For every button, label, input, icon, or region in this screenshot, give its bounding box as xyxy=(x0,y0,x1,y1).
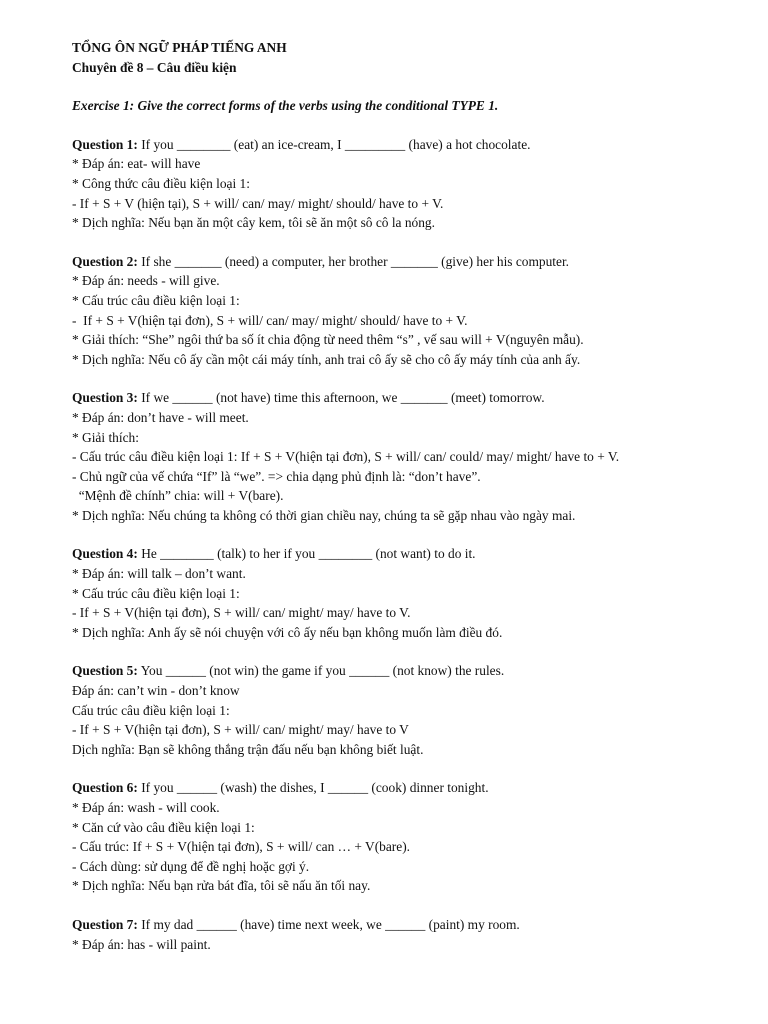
answer-line: * Giải thích: “She” ngôi thứ ba số ít chia động từ need thêm “s” , vế sau will + V(nguyên mẫu). xyxy=(72,332,584,348)
question-prompt xyxy=(72,388,722,408)
answer-line: * Đáp án: don’t have - will meet. xyxy=(72,409,249,425)
answer-line: - If + S + V(hiện tại đơn), S + will/ can/ may/ might/ should/ have to + V. xyxy=(72,312,468,328)
answer-line: - Chủ ngữ của vế chứa “If” là “we”. => chia dạng phủ định là: “don’t have”. xyxy=(72,468,481,484)
question-text: You ______ (not win) the game if you ______ (not know) the rules. xyxy=(137,663,505,679)
question-prompt xyxy=(72,135,722,155)
answer-line: - Cấu trúc câu điều kiện loại 1: If + S + V(hiện tại đơn), S + will/ can/ could/ may/ might/ have to + V. xyxy=(72,449,620,465)
answer-line: * Giải thích: xyxy=(72,429,139,445)
chapter-subtitle: Chuyên đề 8 – Câu điều kiện xyxy=(72,59,237,75)
question-text: If she _______ (need) a computer, her brother _______ (give) her his computer. xyxy=(137,253,570,269)
question-text: If my dad ______ (have) time next week, we ______ (paint) my room. xyxy=(137,916,520,932)
question-prompt xyxy=(72,252,722,272)
answer-line: * Dịch nghĩa: Nếu bạn rửa bát đĩa, tôi sẽ nấu ăn tối nay. xyxy=(72,878,371,894)
answer-line: * Dịch nghĩa: Nếu bạn ăn một cây kem, tôi sẽ ăn một sô cô la nóng. xyxy=(72,215,435,231)
answer-line: * Căn cứ vào câu điều kiện loại 1: xyxy=(72,819,255,835)
answer-line: * Cấu trúc câu điều kiện loại 1: xyxy=(72,585,240,601)
question-prompt xyxy=(72,661,722,681)
question-5 xyxy=(72,661,722,759)
question-text: If you ________ (eat) an ice-cream, I _________ (have) a hot chocolate. xyxy=(137,136,531,152)
question-3 xyxy=(72,388,722,525)
answer-line: * Dịch nghĩa: Nếu cô ấy cần một cái máy tính, anh trai cô ấy sẽ cho cô ấy máy tính của anh ấy. xyxy=(72,351,581,367)
question-label: Question 5: xyxy=(72,663,138,679)
question-prompt xyxy=(72,544,722,564)
exercise-text: : Give the correct forms of the verbs using the conditional TYPE 1. xyxy=(129,98,499,114)
question-label: Question 6: xyxy=(72,780,138,796)
question-4 xyxy=(72,544,722,642)
question-label: Question 7: xyxy=(72,916,138,932)
answer-line: - If + S + V (hiện tại), S + will/ can/ may/ might/ should/ have to + V. xyxy=(72,195,444,211)
document-page xyxy=(72,38,722,954)
question-text: If we ______ (not have) time this afternoon, we _______ (meet) tomorrow. xyxy=(137,390,545,406)
answer-line: * Đáp án: eat- will have xyxy=(72,156,201,172)
answer-line: * Đáp án: wash - will cook. xyxy=(72,800,220,815)
answer-line: - Cách dùng: sử dụng để đề nghị hoặc gợi ý. xyxy=(72,858,310,874)
exercise-instruction xyxy=(72,96,722,116)
answer-line: * Công thức câu điều kiện loại 1: xyxy=(72,175,250,191)
question-prompt xyxy=(72,915,722,935)
answer-line: Dịch nghĩa: Bạn sẽ không thắng trận đấu nếu bạn không biết luật. xyxy=(72,741,424,757)
answer-line: * Đáp án: will talk – don’t want. xyxy=(72,566,246,582)
answer-line: - Cấu trúc: If + S + V(hiện tại đơn), S + will/ can … + V(bare). xyxy=(72,839,411,855)
question-text: If you ______ (wash) the dishes, I ______ (cook) dinner tonight. xyxy=(137,780,489,796)
question-1 xyxy=(72,135,722,233)
answer-line: - If + S + V(hiện tại đơn), S + will/ can/ might/ may/ have to V. xyxy=(72,605,411,621)
answer-line: Đáp án: can’t win - don’t know xyxy=(72,683,240,699)
question-7 xyxy=(72,915,722,954)
question-2 xyxy=(72,252,722,370)
answer-line: * Dịch nghĩa: Nếu chúng ta không có thời gian chiều nay, chúng ta sẽ gặp nhau vào ngày mai. xyxy=(72,507,576,523)
question-6 xyxy=(72,778,722,896)
answer-line: * Đáp án: needs - will give. xyxy=(72,273,220,289)
question-text: He ________ (talk) to her if you ________ (not want) to do it. xyxy=(137,546,476,562)
questions-list xyxy=(72,135,722,954)
answer-line: Cấu trúc câu điều kiện loại 1: xyxy=(72,702,230,718)
answer-line: - If + S + V(hiện tại đơn), S + will/ can/ might/ may/ have to V xyxy=(72,722,409,738)
question-label: Question 1: xyxy=(72,136,138,152)
question-label: Question 2: xyxy=(72,253,138,269)
answer-line: “Mệnh đề chính” chia: will + V(bare). xyxy=(72,488,284,504)
answer-line: * Đáp án: has - will paint. xyxy=(72,936,211,952)
document-title: TỔNG ÔN NGỮ PHÁP TIẾNG ANH xyxy=(72,40,287,55)
question-label: Question 3: xyxy=(72,390,138,406)
question-label: Question 4: xyxy=(72,546,138,562)
answer-line: * Cấu trúc câu điều kiện loại 1: xyxy=(72,292,240,308)
answer-line: * Dịch nghĩa: Anh ấy sẽ nói chuyện với cô ấy nếu bạn không muốn làm điều đó. xyxy=(72,624,503,640)
question-prompt xyxy=(72,778,722,798)
exercise-label: Exercise 1 xyxy=(72,98,130,114)
